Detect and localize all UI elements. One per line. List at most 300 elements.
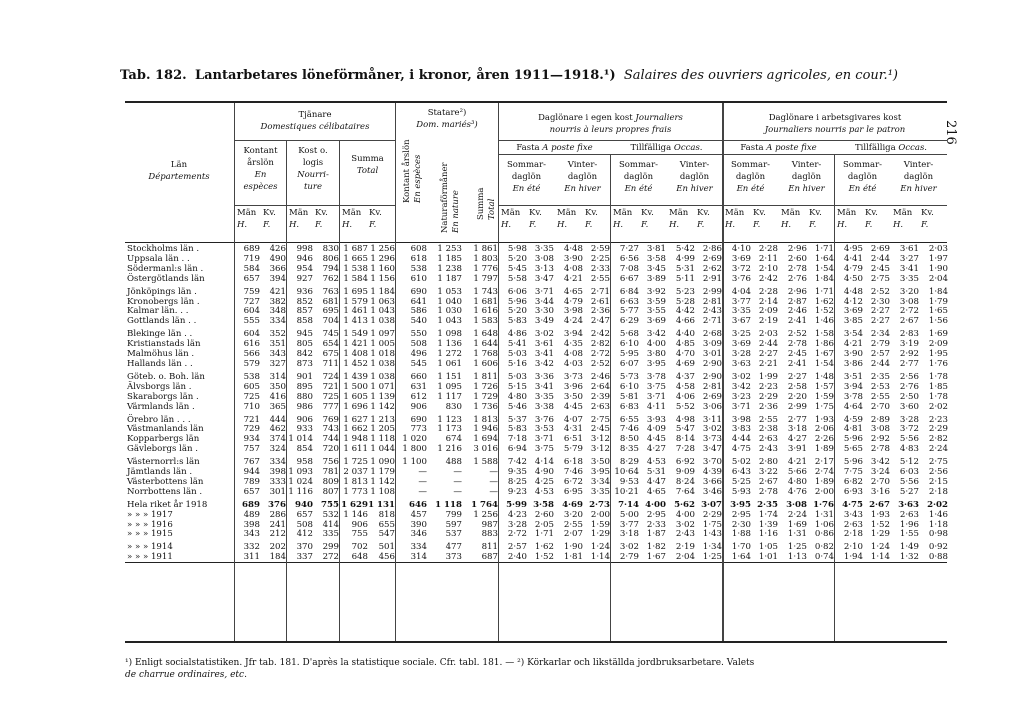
table-cell: 4·86 bbox=[507, 329, 527, 340]
table-cell: 2·74 bbox=[814, 467, 834, 478]
table-cell: 1 213 bbox=[370, 414, 395, 425]
table-cell: 789 bbox=[243, 476, 260, 487]
table-cell: 1 439 bbox=[343, 371, 368, 382]
table-cell: 5·98 bbox=[507, 244, 527, 254]
footnote-1: ¹) Enligt socialstatistiken. Jfr tab. 181. D'après la statistique sociale. Cfr. tabl. 181. — ²) Körkarlar och likställda jordbruksarbetare. Valets bbox=[125, 658, 755, 668]
header-sommar-2-line-1: Sommar- bbox=[618, 160, 659, 170]
table-cell: 1 061 bbox=[437, 358, 462, 369]
table-cell: 3·66 bbox=[702, 476, 722, 487]
table-cell: 2·35 bbox=[757, 499, 778, 510]
header-kvinna-6: Kv. bbox=[641, 208, 654, 218]
table-cell: 2·55 bbox=[758, 414, 778, 425]
table-cell: 6·29 bbox=[619, 316, 639, 327]
table-cell: 3·43 bbox=[843, 509, 863, 520]
table-cell: 4·69 bbox=[562, 499, 583, 510]
table-row bbox=[125, 488, 948, 498]
table-cell: 3·16 bbox=[870, 486, 890, 497]
header-vinter-4-line-2: daglön bbox=[903, 172, 934, 182]
table-cell: 2·10 bbox=[843, 542, 863, 553]
header-fasta-2: Fasta A poste fixe bbox=[740, 143, 817, 153]
header-kontant: Kontant bbox=[243, 146, 278, 156]
header-kvinna-11: Kv. bbox=[921, 208, 934, 218]
table-cell: 2·29 bbox=[702, 509, 722, 520]
table-cell: 3·67 bbox=[731, 316, 751, 327]
table-cell: 1 005 bbox=[370, 339, 395, 350]
table-cell: 1 151 bbox=[437, 371, 462, 382]
table-cell: 3·01 bbox=[702, 349, 722, 360]
table-cell: 4·66 bbox=[675, 316, 695, 327]
table-cell: 1·01 bbox=[758, 552, 778, 563]
table-cell: 3·85 bbox=[843, 316, 863, 327]
header-summa: Summa bbox=[351, 154, 384, 164]
table-cell: 2·75 bbox=[928, 457, 948, 468]
row-label: Uppsala län . . bbox=[127, 253, 190, 264]
header-kvinna-9: Kv. bbox=[809, 208, 822, 218]
table-cell: 4·37 bbox=[675, 371, 695, 382]
table-cell: 3·58 bbox=[646, 253, 666, 264]
table-cell: 2·45 bbox=[590, 424, 610, 435]
table-cell: 545 bbox=[410, 358, 427, 369]
table-cell: 547 bbox=[378, 529, 395, 540]
table-cell: 5·95 bbox=[619, 349, 639, 360]
row-label: Göteb. o. Boh. län bbox=[127, 371, 205, 382]
table-row bbox=[125, 275, 948, 285]
table-cell: 4·80 bbox=[787, 476, 807, 487]
row-label: » » » 1911 bbox=[127, 552, 173, 563]
header-man-7: H. bbox=[669, 220, 680, 230]
table-cell: 4·08 bbox=[563, 349, 583, 360]
table-cell: 3·25 bbox=[731, 329, 751, 340]
table-cell: — bbox=[418, 467, 427, 478]
table-cell: 1 665 bbox=[343, 253, 368, 264]
table-cell: 3·93 bbox=[646, 414, 666, 425]
table-cell: 641 bbox=[410, 296, 427, 307]
table-cell: 2·20 bbox=[787, 391, 807, 402]
table-cell: 1 184 bbox=[370, 286, 395, 297]
table-cell: 1 413 bbox=[343, 316, 368, 327]
table-cell: 4·39 bbox=[702, 467, 722, 478]
table-cell: 334 bbox=[410, 542, 427, 553]
table-cell: 3·63 bbox=[731, 358, 751, 369]
table-cell: 1·96 bbox=[899, 519, 919, 530]
table-cell: 7·14 bbox=[618, 499, 639, 510]
table-cell: 1 108 bbox=[370, 486, 395, 497]
table-cell: 618 bbox=[410, 253, 427, 264]
table-cell: 724 bbox=[322, 371, 339, 382]
table-cell: 2·67 bbox=[899, 316, 919, 327]
table-cell: 5·00 bbox=[619, 509, 639, 520]
header-vinter-3-line-1: Vinter- bbox=[791, 160, 822, 170]
header-lan: Län bbox=[170, 160, 188, 170]
table-cell: 5·12 bbox=[899, 457, 919, 468]
table-cell: 660 bbox=[410, 371, 427, 382]
table-cell: 3·92 bbox=[646, 286, 666, 297]
table-cell: 6·10 bbox=[619, 381, 639, 392]
table-cell: 2·90 bbox=[702, 371, 722, 382]
table-cell: 744 bbox=[322, 434, 339, 445]
table-cell: 3·95 bbox=[730, 499, 751, 510]
table-cell: 745 bbox=[322, 329, 339, 340]
table-cell: 333 bbox=[269, 476, 286, 487]
table-cell: 6·93 bbox=[843, 486, 863, 497]
header-nourris-propres: nourris à leurs propres frais bbox=[549, 125, 672, 135]
header-sommar-3-line-2: daglön bbox=[735, 172, 766, 182]
table-cell: 5·52 bbox=[675, 401, 695, 412]
table-cell: 1 500 bbox=[343, 381, 368, 392]
table-cell: 1·93 bbox=[870, 509, 890, 520]
table-cell: 3·77 bbox=[619, 519, 639, 530]
table-cell: 6·56 bbox=[619, 253, 639, 264]
table-cell: 4·79 bbox=[843, 263, 863, 274]
table-cell: — bbox=[418, 486, 427, 497]
table-cell: 2·09 bbox=[928, 339, 948, 350]
table-cell: 5·65 bbox=[843, 444, 863, 455]
header-domestiques: Domestiques célibataires bbox=[260, 122, 370, 132]
table-cell: 657 bbox=[243, 273, 260, 284]
table-cell: 1 116 bbox=[288, 486, 313, 497]
table-cell: 1 627 bbox=[343, 414, 368, 425]
table-cell: 4·90 bbox=[534, 467, 554, 478]
row-label: Kopparbergs län bbox=[127, 434, 200, 445]
table-cell: 6·18 bbox=[563, 457, 583, 468]
header-tillfalliga-1: Tillfälliga Occas. bbox=[630, 143, 703, 153]
table-cell: 755 bbox=[321, 499, 339, 510]
table-cell: 906 bbox=[351, 519, 368, 530]
table-cell: 2·67 bbox=[869, 499, 890, 510]
table-cell: 2·70 bbox=[870, 476, 890, 487]
table-cell: 1·78 bbox=[928, 391, 948, 402]
table-cell: 2·77 bbox=[787, 414, 807, 425]
table-cell: 710 bbox=[243, 401, 260, 412]
table-cell: 2·10 bbox=[758, 263, 778, 274]
table-cell: 2·99 bbox=[787, 401, 807, 412]
header-top-rule bbox=[125, 101, 947, 103]
header-vinter-1-line-1: Vinter- bbox=[567, 160, 598, 170]
table-cell: 1 811 bbox=[473, 371, 498, 382]
table-cell: 1·52 bbox=[534, 552, 554, 563]
table-cell: 1 272 bbox=[437, 349, 462, 360]
table-cell: 1·81 bbox=[563, 552, 583, 563]
table-cell: 4·00 bbox=[646, 339, 666, 350]
table-cell: 8·25 bbox=[507, 476, 527, 487]
table-cell: 3·60 bbox=[899, 401, 919, 412]
table-cell: 8·24 bbox=[675, 476, 695, 487]
rule-tjanare bbox=[235, 140, 395, 141]
table-cell: 1·56 bbox=[928, 316, 948, 327]
header-statare: Statare²) bbox=[427, 108, 467, 118]
table-cell: 1 648 bbox=[473, 329, 498, 340]
table-cell: 3·35 bbox=[590, 486, 610, 497]
table-cell: 202 bbox=[269, 542, 286, 553]
table-cell: 1·24 bbox=[870, 542, 890, 553]
table-cell: 1 538 bbox=[343, 263, 368, 274]
table-cell: 3·54 bbox=[843, 329, 863, 340]
header-sommar-1-line-1: Sommar- bbox=[506, 160, 547, 170]
table-cell: 3·45 bbox=[646, 263, 666, 274]
table-cell: 2·03 bbox=[758, 329, 778, 340]
table-cell: 657 bbox=[243, 486, 260, 497]
table-cell: 1 095 bbox=[437, 381, 462, 392]
table-cell: 3·02 bbox=[702, 424, 722, 435]
table-cell: 3·63 bbox=[898, 499, 919, 510]
header-departements: Départements bbox=[148, 172, 210, 182]
table-cell: 3·27 bbox=[899, 253, 919, 264]
row-label: Södermanl:s län . bbox=[127, 263, 204, 274]
table-cell: 1 044 bbox=[370, 444, 395, 455]
table-row bbox=[125, 285, 948, 298]
table-cell: 3·12 bbox=[590, 444, 610, 455]
table-cell: 2·33 bbox=[646, 519, 666, 530]
header-especes: espèces bbox=[243, 182, 278, 192]
header-sommar-1-line-2: daglön bbox=[511, 172, 542, 182]
table-cell: 1 030 bbox=[437, 306, 462, 317]
table-cell: 4·23 bbox=[507, 509, 527, 520]
table-cell: 1·82 bbox=[646, 542, 666, 553]
table-cell: 426 bbox=[269, 244, 286, 254]
table-cell: 1 764 bbox=[471, 499, 498, 510]
table-cell: 327 bbox=[269, 358, 286, 369]
table-cell: 763 bbox=[322, 286, 339, 297]
table-cell: 1·46 bbox=[928, 509, 948, 520]
table-cell: 3·20 bbox=[899, 286, 919, 297]
table-cell: 1·55 bbox=[899, 529, 919, 540]
footnote-2: de charrue ordinaires, etc. bbox=[125, 670, 247, 680]
table-cell: 2·69 bbox=[870, 244, 890, 254]
table-cell: 412 bbox=[296, 529, 313, 540]
table-cell: 1·59 bbox=[590, 519, 610, 530]
header-kvinna-7: Kv. bbox=[697, 208, 710, 218]
table-cell: 398 bbox=[269, 467, 286, 478]
table-cell: 586 bbox=[410, 306, 427, 317]
table-cell: 3·06 bbox=[702, 401, 722, 412]
table-cell: 1·71 bbox=[534, 529, 554, 540]
header-man-2: H. bbox=[289, 220, 300, 230]
table-cell: 805 bbox=[296, 339, 313, 350]
header-kvinna-2: Kv. bbox=[315, 208, 328, 218]
table-cell: 1 097 bbox=[370, 329, 395, 340]
table-cell: 604 bbox=[243, 306, 260, 317]
table-cell: 3·35 bbox=[534, 391, 554, 402]
header-logis: logis bbox=[302, 158, 324, 168]
table-cell: 4·04 bbox=[731, 286, 751, 297]
table-cell: 1·99 bbox=[758, 371, 778, 382]
header-journaliers-patron: Journaliers nourris par le patron bbox=[764, 125, 906, 135]
table-cell: 3·08 bbox=[870, 424, 890, 435]
table-cell: 370 bbox=[296, 542, 313, 553]
table-cell: 4·69 bbox=[675, 358, 695, 369]
table-cell: 3·02 bbox=[675, 519, 695, 530]
table-cell: 5·99 bbox=[506, 499, 527, 510]
table-cell: 857 bbox=[296, 306, 313, 317]
table-cell: 8·35 bbox=[619, 444, 639, 455]
table-cell: 566 bbox=[243, 349, 260, 360]
table-cell: 1·90 bbox=[563, 542, 583, 553]
table-cell: 6·07 bbox=[619, 358, 639, 369]
table-cell: 2·80 bbox=[758, 457, 778, 468]
table-cell: 2·63 bbox=[590, 401, 610, 412]
table-cell: 2·29 bbox=[928, 424, 948, 435]
row-label: » » » 1917 bbox=[127, 509, 173, 520]
table-cell: 1·93 bbox=[814, 414, 834, 425]
table-cell: 2·46 bbox=[590, 371, 610, 382]
table-cell: 3·34 bbox=[590, 476, 610, 487]
table-cell: 2·24 bbox=[787, 509, 807, 520]
table-cell: 687 bbox=[481, 552, 498, 563]
table-cell: 6·95 bbox=[563, 486, 583, 497]
table-cell: 3·08 bbox=[899, 296, 919, 307]
row-label: Kalmar län. . . bbox=[127, 306, 189, 317]
table-cell: 2·64 bbox=[590, 381, 610, 392]
table-cell: 1·43 bbox=[702, 529, 722, 540]
table-cell: 4·50 bbox=[843, 273, 863, 284]
table-cell: 5·47 bbox=[675, 424, 695, 435]
table-cell: 416 bbox=[269, 391, 286, 402]
table-cell: 0·74 bbox=[814, 552, 834, 563]
table-cell: 3·59 bbox=[646, 296, 666, 307]
table-cell: 767 bbox=[243, 457, 260, 468]
table-cell: 5·83 bbox=[507, 316, 527, 327]
table-cell: 3·72 bbox=[899, 424, 919, 435]
table-cell: 5·31 bbox=[675, 263, 695, 274]
table-cell: 1 173 bbox=[437, 424, 462, 435]
header-man-9: Män bbox=[781, 208, 801, 218]
table-cell: 3·75 bbox=[534, 444, 554, 455]
table-cell: 799 bbox=[445, 509, 462, 520]
table-cell: 456 bbox=[378, 552, 395, 563]
table-cell: 1 063 bbox=[370, 296, 395, 307]
table-row bbox=[125, 530, 948, 540]
table-cell: 2·09 bbox=[758, 306, 778, 317]
header-man-1: H. bbox=[237, 220, 248, 230]
table-row bbox=[125, 553, 948, 563]
table-cell: 6·51 bbox=[563, 434, 583, 445]
table-cell: 2·17 bbox=[814, 457, 834, 468]
table-cell: 946 bbox=[296, 253, 313, 264]
table-cell: 4·00 bbox=[675, 509, 695, 520]
table-cell: 1 694 bbox=[473, 434, 498, 445]
table-cell: 4·75 bbox=[731, 444, 751, 455]
table-cell: 550 bbox=[410, 329, 427, 340]
table-cell: 3·61 bbox=[899, 244, 919, 254]
table-cell: 2·43 bbox=[758, 444, 778, 455]
header-sommar-4-line-1: Sommar- bbox=[842, 160, 883, 170]
table-bottom-rule bbox=[125, 641, 947, 643]
table-cell: 2·99 bbox=[702, 286, 722, 297]
table-cell: 501 bbox=[378, 542, 395, 553]
table-cell: 1·39 bbox=[758, 519, 778, 530]
header-man-7: Män bbox=[669, 208, 689, 218]
table-cell: 5·96 bbox=[843, 457, 863, 468]
table-cell: 489 bbox=[243, 509, 260, 520]
table-cell: 3·75 bbox=[646, 381, 666, 392]
header-vinter-2-line-2: daglön bbox=[679, 172, 710, 182]
table-cell: 4·40 bbox=[675, 329, 695, 340]
header-kost: Kost o. bbox=[298, 146, 328, 156]
table-cell: 1 142 bbox=[370, 476, 395, 487]
table-cell: 1·62 bbox=[534, 542, 554, 553]
table-cell: 2·92 bbox=[899, 349, 919, 360]
table-cell: 4·07 bbox=[563, 414, 583, 425]
table-cell: 5·73 bbox=[619, 371, 639, 382]
table-cell: 3·02 bbox=[534, 329, 554, 340]
table-cell: 4·48 bbox=[843, 286, 863, 297]
table-cell: 1 797 bbox=[473, 273, 498, 284]
table-cell: 858 bbox=[296, 316, 313, 327]
table-cell: 3·73 bbox=[563, 371, 583, 382]
table-cell: 6·92 bbox=[675, 457, 695, 468]
table-cell: 2·55 bbox=[870, 391, 890, 402]
header-nourriture-2: ture bbox=[304, 182, 322, 192]
table-cell: 1·75 bbox=[702, 519, 722, 530]
table-row bbox=[125, 445, 948, 455]
table-cell: 488 bbox=[445, 457, 462, 468]
table-cell: 2·27 bbox=[758, 349, 778, 360]
table-cell: 689 bbox=[243, 244, 260, 254]
table-cell: 6·84 bbox=[619, 286, 639, 297]
table-cell: 4·06 bbox=[675, 391, 695, 402]
table-cell: 4·08 bbox=[563, 263, 583, 274]
table-cell: 0·88 bbox=[928, 552, 948, 563]
table-cell: 1 117 bbox=[437, 391, 462, 402]
header-man-10: H. bbox=[837, 220, 848, 230]
table-cell: 3·69 bbox=[646, 316, 666, 327]
header-daglonare-egen-kost: Daglönare i egen kost Journaliers bbox=[538, 113, 683, 123]
table-cell: 3·11 bbox=[702, 414, 722, 425]
table-cell: 2·15 bbox=[928, 476, 948, 487]
table-cell: 390 bbox=[410, 519, 427, 530]
table-cell: 3·94 bbox=[563, 329, 583, 340]
table-cell: 2·28 bbox=[758, 244, 778, 254]
table-cell: 2·11 bbox=[758, 253, 778, 264]
table-cell: 2·82 bbox=[928, 434, 948, 445]
table-cell: 1 948 bbox=[343, 434, 368, 445]
table-cell: 5·56 bbox=[899, 476, 919, 487]
table-cell: 612 bbox=[410, 391, 427, 402]
table-cell: 2·24 bbox=[928, 444, 948, 455]
table-cell: 1 071 bbox=[370, 381, 395, 392]
table-cell: 1·54 bbox=[814, 263, 834, 274]
row-label: Hela riket år 1918 bbox=[127, 499, 208, 510]
table-cell: 1·97 bbox=[928, 253, 948, 264]
table-cell: 4·59 bbox=[843, 414, 863, 425]
table-cell: 2·21 bbox=[758, 358, 778, 369]
table-cell: 681 bbox=[322, 296, 339, 307]
header-man-3: H. bbox=[342, 220, 353, 230]
table-cell: 5·77 bbox=[619, 306, 639, 317]
table-cell: 1 611 bbox=[343, 444, 368, 455]
header-vinter-3-line-3: En hiver bbox=[788, 184, 825, 194]
table-cell: 727 bbox=[243, 296, 260, 307]
table-cell: 4·21 bbox=[563, 273, 583, 284]
table-cell: 5·27 bbox=[899, 486, 919, 497]
table-cell: 1 146 bbox=[343, 509, 368, 520]
table-cell: 1·67 bbox=[814, 349, 834, 360]
table-cell: 3·12 bbox=[590, 434, 610, 445]
table-cell: 648 bbox=[351, 552, 368, 563]
table-cell: 3·95 bbox=[646, 358, 666, 369]
table-cell: 2·61 bbox=[590, 296, 610, 307]
table-cell: 842 bbox=[296, 349, 313, 360]
table-cell: 702 bbox=[351, 542, 368, 553]
table-cell: 2·56 bbox=[899, 371, 919, 382]
header-sommar-1-line-3: En été bbox=[512, 184, 541, 194]
table-cell: 2·72 bbox=[590, 349, 610, 360]
header-man-1: Män bbox=[237, 208, 257, 218]
table-cell: 5·58 bbox=[507, 273, 527, 284]
table-cell: 725 bbox=[243, 391, 260, 402]
header-kvinna-8: F. bbox=[753, 220, 761, 230]
table-cell: 3·47 bbox=[534, 273, 554, 284]
